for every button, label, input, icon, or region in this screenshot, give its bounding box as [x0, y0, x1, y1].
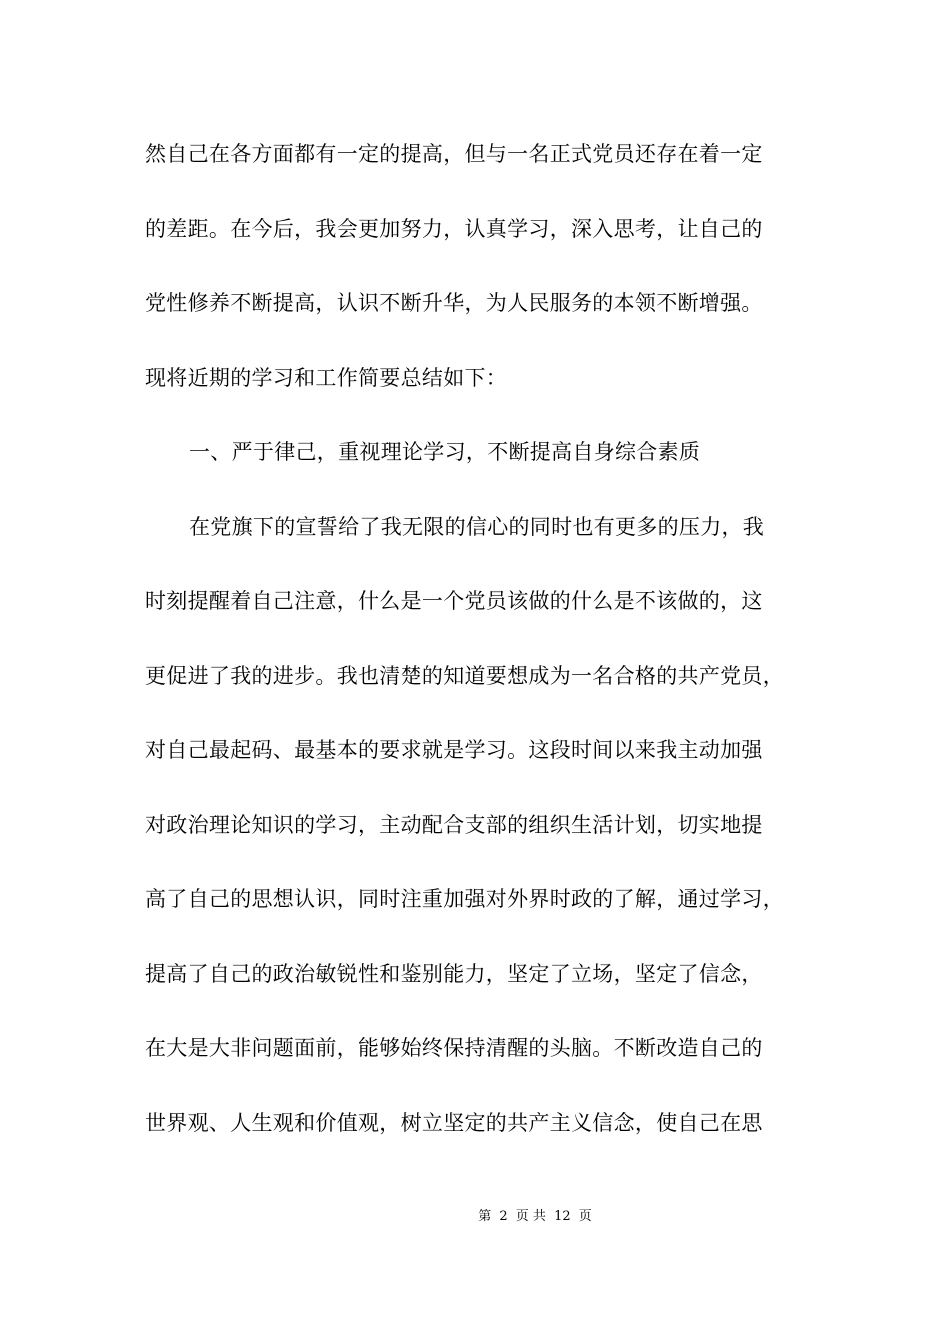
section-heading: 一、严于律己，重视理论学习，不断提高自身综合素质 [189, 440, 701, 464]
text-line: 对政治理论知识的学习，主动配合支部的组织生活计划，切实地提 [145, 812, 763, 837]
footer-current-page: 2 [499, 1209, 508, 1224]
text-line: 在大是大非问题面前，能够始终保持清醒的头脑。不断改造自己的 [145, 1036, 763, 1060]
text-line: 时刻提醒着自己注意，什么是一个党员该做的什么是不该做的，这 [145, 589, 763, 613]
text-line: 然自己在各方面都有一定的提高，但与一名正式党员还存在着一定 [145, 142, 763, 166]
footer-total-pages: 12 [554, 1209, 571, 1224]
body-text [145, 136, 825, 1179]
footer-suffix: 页 [578, 1209, 592, 1224]
text-line: 的差距。在今后，我会更加努力，认真学习，深入思考，让自己的 [145, 216, 763, 241]
text-line: 党性修养不断提高，认识不断升华，为人民服务的本领不断增强。 [145, 291, 763, 315]
page-footer [0, 1208, 950, 1226]
text-line: 提高了自己的政治敏锐性和鉴别能力，坚定了立场，坚定了信念， [145, 961, 763, 986]
text-line: 现将近期的学习和工作简要总结如下： [145, 365, 508, 390]
footer-prefix: 第 [478, 1209, 492, 1224]
text-line: 对自己最起码、最基本的要求就是学习。这段时间以来我主动加强 [145, 738, 763, 762]
text-line: 高了自己的思想认识，同时注重加强对外界时政的了解，通过学习， [145, 887, 784, 911]
footer-middle: 页 共 [515, 1209, 546, 1224]
text-line: 更促进了我的进步。我也清楚的知道要想成为一名合格的共产党员， [145, 663, 784, 688]
text-line: 世界观、人生观和价值观，树立坚定的共产主义信念，使自己在思 [145, 1110, 763, 1135]
text-line: 在党旗下的宣誓给了我无限的信心的同时也有更多的压力，我 [189, 514, 765, 539]
